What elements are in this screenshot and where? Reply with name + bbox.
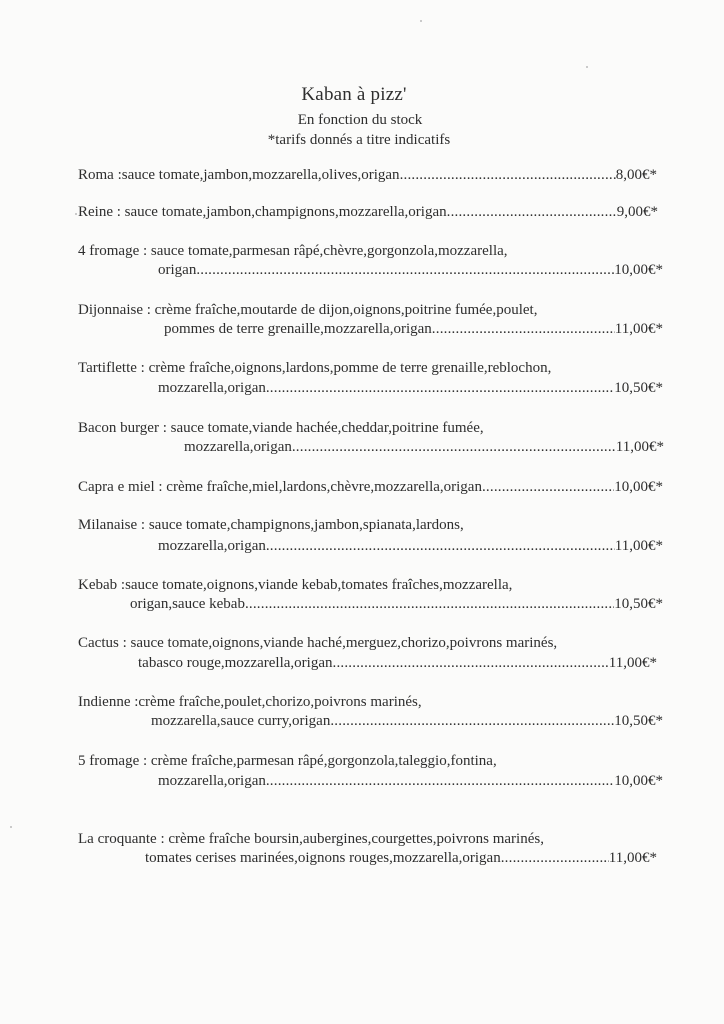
- item-description: Bacon burger : sauce tomate,viande hachée,cheddar,poitrine fumée,: [78, 420, 484, 436]
- dot-leader: [482, 479, 614, 496]
- dot-leader: [447, 204, 617, 221]
- dot-leader: [330, 713, 614, 730]
- item-price: 11,00€*: [608, 850, 657, 866]
- menu-item-indienne: [78, 694, 663, 714]
- menu-item-capra-e-miel: [78, 479, 663, 499]
- item-price: 10,00€*: [614, 262, 663, 278]
- item-price: 10,00€*: [614, 773, 663, 789]
- item-description: La croquante : crème fraîche boursin,aubergines,courgettes,poivrons marinés,: [78, 831, 544, 847]
- menu-item-dijonnaise: [78, 302, 663, 322]
- menu-item-milanaise-cont: [158, 538, 663, 558]
- item-description-cont: mozzarella,origan: [158, 380, 266, 396]
- item-description: Tartiflette : crème fraîche,oignons,lardons,pomme de terre grenaille,reblochon,: [78, 360, 552, 376]
- menu-item-bacon-burger-cont: [184, 439, 664, 459]
- item-price: 10,50€*: [614, 713, 663, 729]
- item-description-cont: mozzarella,sauce curry,origan: [151, 713, 331, 729]
- menu-item-tartiflette-cont: [158, 380, 663, 400]
- menu-item-dijonnaise-cont: [164, 321, 663, 341]
- menu-item-bacon-burger: [78, 420, 663, 440]
- menu-item-reine: [78, 204, 658, 224]
- menu-item-kebab-cont: [130, 596, 663, 616]
- item-price: 10,00€*: [614, 479, 663, 495]
- item-description: 4 fromage : sauce tomate,parmesan râpé,chèvre,gorgonzola,mozzarella,: [78, 243, 508, 259]
- item-description: Kebab :sauce tomate,oignons,viande kebab,tomates fraîches,mozzarella,: [78, 577, 513, 593]
- dot-leader: [501, 850, 609, 867]
- item-price: 11,00€*: [608, 655, 657, 671]
- menu-price-note: *tarifs donnés a titre indicatifs: [267, 132, 451, 148]
- dot-leader: [333, 655, 609, 672]
- item-price: 8,00€*: [615, 167, 657, 183]
- item-description: Indienne :crème fraîche,poulet,chorizo,poivrons marinés,: [78, 694, 422, 710]
- menu-item-roma: [78, 167, 657, 187]
- menu-subtitle: En fonction du stock: [297, 112, 423, 128]
- menu-item-tartiflette: [78, 360, 663, 380]
- item-price: 11,00€*: [615, 439, 664, 455]
- menu-item-cactus-cont: [138, 655, 657, 675]
- item-description-cont: tomates cerises marinées,oignons rouges,mozzarella,origan: [145, 850, 501, 866]
- menu-item-4-fromage-cont: [158, 262, 663, 282]
- dot-leader: [266, 538, 615, 555]
- item-description: Reine : sauce tomate,jambon,champignons,mozzarella,origan: [78, 204, 447, 220]
- item-description: Milanaise : sauce tomate,champignons,jambon,spianata,lardons,: [78, 517, 464, 533]
- item-description-cont: pommes de terre grenaille,mozzarella,origan: [164, 321, 432, 337]
- item-price: 11,00€*: [614, 321, 663, 337]
- dot-leader: [266, 380, 614, 397]
- dot-leader: [196, 262, 614, 279]
- item-description: Dijonnaise : crème fraîche,moutarde de dijon,oignons,poitrine fumée,poulet,: [78, 302, 538, 318]
- item-description-cont: origan: [158, 262, 197, 278]
- item-description-cont: mozzarella,origan: [184, 439, 292, 455]
- item-description: Capra e miel : crème fraîche,miel,lardons,chèvre,mozzarella,origan: [78, 479, 482, 495]
- menu-item-indienne-cont: [151, 713, 663, 733]
- item-price: 10,50€*: [614, 380, 663, 396]
- item-description: Roma :sauce tomate,jambon,mozzarella,olives,origan: [78, 167, 400, 183]
- item-description-cont: mozzarella,origan: [158, 538, 266, 554]
- item-description-cont: tabasco rouge,mozzarella,origan: [138, 655, 333, 671]
- item-description-cont: mozzarella,origan: [158, 773, 266, 789]
- menu-item-cactus: [78, 635, 663, 655]
- menu-item-5-fromage-cont: [158, 773, 663, 793]
- item-description: Cactus : sauce tomate,oignons,viande haché,merguez,chorizo,poivrons marinés,: [78, 635, 558, 651]
- scan-speck: [420, 20, 422, 22]
- menu-title: Kaban à pizz': [301, 84, 407, 105]
- dot-leader: [245, 596, 614, 613]
- item-price: 9,00€*: [616, 204, 658, 220]
- dot-leader: [266, 773, 614, 790]
- dot-leader: [432, 321, 615, 338]
- dot-leader: [292, 439, 616, 456]
- scan-speck: [10, 826, 12, 828]
- menu-item-kebab: [78, 577, 663, 597]
- menu-item-4-fromage: [78, 243, 658, 263]
- menu-item-la-croquante: [78, 831, 663, 851]
- menu-item-5-fromage: [78, 753, 663, 773]
- menu-item-la-croquante-cont: [145, 850, 657, 870]
- menu-item-milanaise: [78, 517, 663, 537]
- scan-speck: [75, 213, 77, 215]
- dot-leader: [400, 167, 616, 184]
- item-price: 11,00€*: [614, 538, 663, 554]
- item-description: 5 fromage : crème fraîche,parmesan râpé,gorgonzola,taleggio,fontina,: [78, 753, 497, 769]
- item-description-cont: origan,sauce kebab: [130, 596, 245, 612]
- scan-speck: [586, 66, 588, 68]
- item-price: 10,50€*: [614, 596, 663, 612]
